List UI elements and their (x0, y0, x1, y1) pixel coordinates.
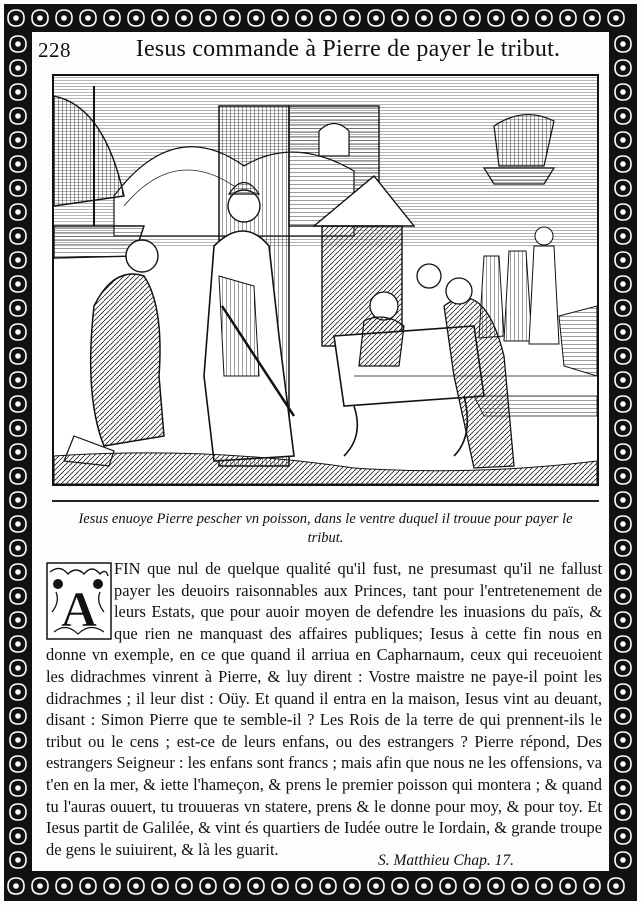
border-ornament (615, 180, 631, 196)
border-ornament (176, 878, 192, 894)
border-ornament (10, 828, 26, 844)
border-ornament (10, 732, 26, 748)
border-ornament (615, 492, 631, 508)
border-ornament (615, 588, 631, 604)
border-ornament (8, 878, 24, 894)
border-ornament (615, 756, 631, 772)
border-ornament (464, 878, 480, 894)
border-ornament (615, 780, 631, 796)
drop-cap-letter: A (60, 581, 98, 637)
border-ornament (10, 108, 26, 124)
border-ornament (128, 878, 144, 894)
page-number: 228 (38, 38, 71, 62)
border-ornament (615, 540, 631, 556)
border-ornament (615, 132, 631, 148)
ornamental-border-bottom (4, 871, 637, 901)
border-ornament (200, 878, 216, 894)
border-ornament (615, 636, 631, 652)
border-ornament (615, 732, 631, 748)
border-ornament (10, 132, 26, 148)
border-ornament (368, 878, 384, 894)
border-ornament (10, 84, 26, 100)
border-ornament (200, 10, 216, 26)
body-text: FIN que nul de quelque qualité qu'il fust, ne presumast qu'il ne fallust payer les deuoirs raisonnables aux Princes, tant pour l'entretenement de leurs Estats, que pour auoir moyen de defendre les inuasions du païs, & que rien ne manquast des affaires publiques; Iesus à cette fin nous en donne vn exemple, en ce que quand il arriua en Capharnaum, ceux qui receuoient les didrachmes vinrent à Pierre, & luy dirent : Vostre maistre ne paye-il point les didrachmes ; il leur dist : Oüy. Et quand il entra en la maison, Iesus vint au deuant, disant : Simon Pierre que te semble-il ? Les Rois de la terre de qui prennent-ils le tribut ou le cens ; est-ce de leurs enfans, ou des estrangers ? Pierre répond, Des estrangers Seigneur : les enfans sont francs ; mais afin que nous ne les offensions, va t'en en la mer, & iette l'hameçon, & prens le premier poisson qui montera ; & quand tu l'auras ouuert, tu trouueras vn statere, prens & le donne pour moy, & pour toy. Et Iesus partit de Galilée, & vint és quartiers de Iudée outre le Iordain, & grande troupe de gens le suiuirent, & là les guarit. (46, 559, 602, 859)
border-ornament (615, 708, 631, 724)
border-ornament (615, 276, 631, 292)
border-ornament (10, 228, 26, 244)
border-ornament (296, 878, 312, 894)
border-ornament (272, 878, 288, 894)
ornamental-border-right (609, 32, 637, 871)
ornamental-border-left (4, 32, 32, 871)
border-ornament (615, 204, 631, 220)
border-ornament (10, 660, 26, 676)
border-ornament (344, 878, 360, 894)
border-ornament (615, 60, 631, 76)
border-ornament (10, 516, 26, 532)
border-ornament (615, 684, 631, 700)
border-ornament (10, 156, 26, 172)
ornamental-border-top (4, 4, 637, 32)
border-ornament (10, 300, 26, 316)
border-ornament (512, 878, 528, 894)
border-ornament (615, 468, 631, 484)
border-ornament (10, 372, 26, 388)
border-ornament (272, 10, 288, 26)
border-ornament (440, 878, 456, 894)
woodcut-illustration (52, 74, 599, 486)
border-ornament (296, 10, 312, 26)
drop-cap-space (46, 558, 114, 642)
border-ornament (615, 36, 631, 52)
border-ornament (615, 804, 631, 820)
border-ornament (10, 468, 26, 484)
border-ornament (615, 156, 631, 172)
scripture-reference: S. Matthieu Chap. 17. (378, 852, 515, 869)
border-ornament (320, 10, 336, 26)
border-ornament (584, 10, 600, 26)
border-ornament (80, 10, 96, 26)
border-ornament (10, 180, 26, 196)
border-ornament (560, 10, 576, 26)
border-ornament (615, 300, 631, 316)
body-paragraph (46, 558, 602, 860)
border-ornament (10, 444, 26, 460)
border-ornament (416, 878, 432, 894)
border-ornament (248, 10, 264, 26)
border-ornament (10, 612, 26, 628)
border-ornament (615, 324, 631, 340)
border-ornament (488, 878, 504, 894)
border-ornament (152, 10, 168, 26)
border-ornament (32, 878, 48, 894)
border-ornament (615, 852, 631, 868)
border-ornament (8, 10, 24, 26)
border-ornament (10, 60, 26, 76)
border-ornament (615, 396, 631, 412)
border-ornament (615, 372, 631, 388)
border-ornament (10, 588, 26, 604)
border-ornament (10, 780, 26, 796)
border-ornament (10, 396, 26, 412)
border-ornament (10, 324, 26, 340)
border-ornament (608, 878, 624, 894)
border-ornament (10, 636, 26, 652)
border-ornament (10, 204, 26, 220)
border-ornament (440, 10, 456, 26)
border-ornament (10, 804, 26, 820)
border-ornament (10, 36, 26, 52)
border-ornament (615, 84, 631, 100)
border-ornament (176, 10, 192, 26)
border-ornament (392, 10, 408, 26)
border-ornament (56, 878, 72, 894)
border-ornament (392, 878, 408, 894)
border-ornament (615, 252, 631, 268)
border-ornament (368, 10, 384, 26)
illustration-caption: Iesus enuoye Pierre pescher vn poisson, dans le ventre duquel il trouue pour payer le tribut. (78, 511, 573, 546)
border-ornament (615, 108, 631, 124)
border-ornament (10, 852, 26, 868)
border-ornament (10, 420, 26, 436)
border-ornament (10, 756, 26, 772)
page-header (32, 36, 609, 64)
border-ornament (10, 276, 26, 292)
border-ornament (152, 878, 168, 894)
border-ornament (10, 708, 26, 724)
border-ornament (615, 564, 631, 580)
border-ornament (320, 878, 336, 894)
border-ornament (560, 878, 576, 894)
border-ornament (488, 10, 504, 26)
border-ornament (615, 516, 631, 532)
border-ornament (615, 228, 631, 244)
border-ornament (104, 878, 120, 894)
border-ornament (584, 878, 600, 894)
border-ornament (608, 10, 624, 26)
border-ornament (536, 10, 552, 26)
border-ornament (10, 564, 26, 580)
border-ornament (615, 660, 631, 676)
border-ornament (615, 612, 631, 628)
border-ornament (344, 10, 360, 26)
border-ornament (536, 878, 552, 894)
border-ornament (10, 492, 26, 508)
border-ornament (416, 10, 432, 26)
border-ornament (615, 444, 631, 460)
page-content (32, 32, 609, 871)
border-ornament (464, 10, 480, 26)
border-ornament (615, 420, 631, 436)
border-ornament (10, 348, 26, 364)
caption-rule (52, 500, 599, 502)
border-ornament (10, 684, 26, 700)
border-ornament (224, 878, 240, 894)
border-ornament (10, 540, 26, 556)
border-ornament (512, 10, 528, 26)
border-ornament (224, 10, 240, 26)
border-ornament (104, 10, 120, 26)
border-ornament (615, 348, 631, 364)
border-ornament (56, 10, 72, 26)
border-ornament (248, 878, 264, 894)
border-ornament (128, 10, 144, 26)
page-title: Iesus commande à Pierre de payer le tribut. (135, 36, 561, 62)
border-ornament (32, 10, 48, 26)
border-ornament (615, 828, 631, 844)
border-ornament (10, 252, 26, 268)
border-ornament (80, 878, 96, 894)
